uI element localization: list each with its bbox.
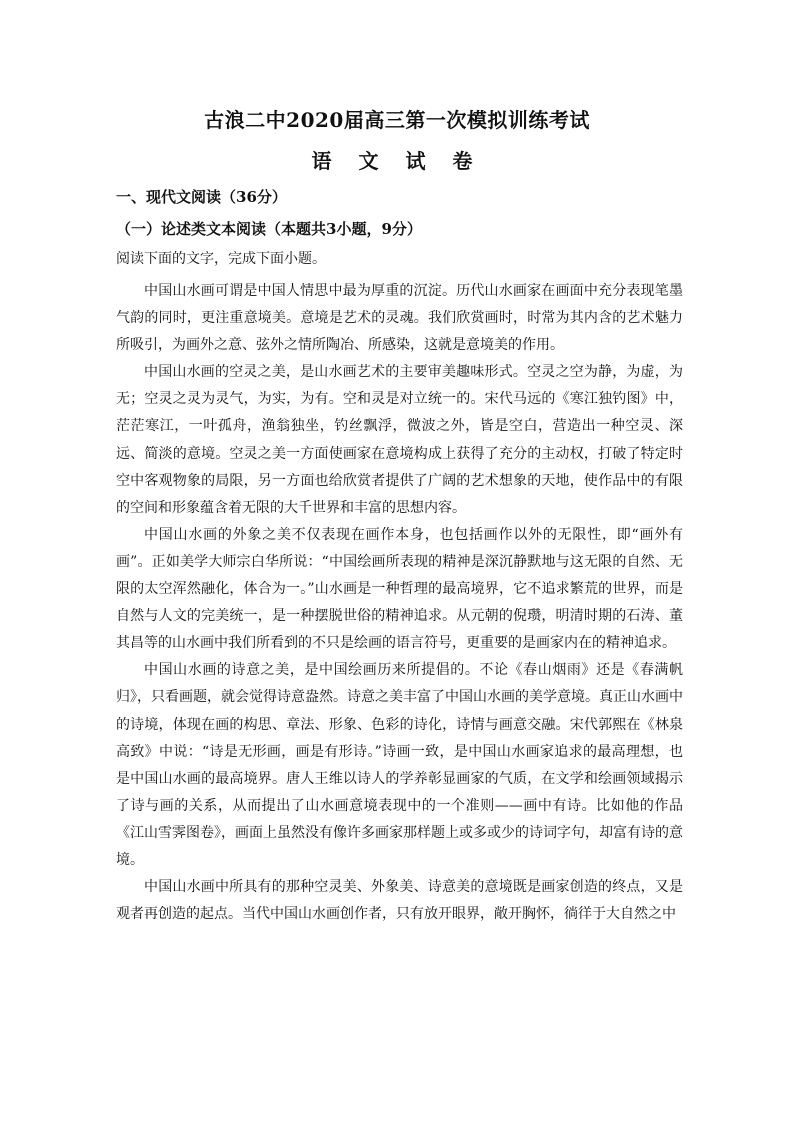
passage-paragraph: 中国山水画可谓是中国人情思中最为厚重的沉淀。历代山水画家在画面中充分表现笔墨气韵的同时，更注重意境美。意境是艺术的灵魂。我们欣赏画时，时常为其内含的艺术魅力所吸引，为画外之意、弦外之情所陶冶、所感染，这就是意境美的作用。 <box>116 283 683 354</box>
exam-subtitle: 语 文 试 卷 <box>311 149 483 173</box>
passage-paragraph: 中国山水画的诗意之美，是中国绘画历来所提倡的。不论《春山烟雨》还是《春满帆归》，只看画题，就会觉得诗意盎然。诗意之美丰富了中国山水画的美学意境。真正山水画中的诗境，体现在画的构思、章法、形象、色彩的诗化，诗情与画意交融。宋代郭熙在《林泉高致》中说：“诗是无形画，画是有形诗。”诗画一致，是中国山水画家追求的最高理想，也是中国山水画的最高境界。唐人王维以诗人的学养彰显画家的气质，在文学和绘画领域揭示了诗与画的关系，从而提出了山水画意境表现中的一个准则——画中有诗。比如他的作品《江山雪霁图卷》，画面上虽然没有像许多画家那样题上或多或少的诗词字句，却富有诗的意境。 <box>116 662 683 868</box>
subsection-heading: （一）论述类文本阅读（本题共3小题，9分） <box>116 220 422 238</box>
passage-paragraph: 中国山水画中所具有的那种空灵美、外象美、诗意美的意境既是画家创造的终点，又是观者再创造的起点。当代中国山水画创作者，只有放开眼界，敞开胸怀，徜徉于大自然之中 <box>116 879 683 923</box>
exam-title: 古浪二中2020届高三第一次模拟训练考试 <box>204 108 590 132</box>
passage-paragraph: 中国山水画的外象之美不仅表现在画作本身，也包括画作以外的无限性，即“画外有画”。正如美学大师宗白华所说：“中国绘画所表现的精神是深沉静默地与这无限的自然、无限的太空浑然融化，体合为一。”山水画是一种哲理的最高境界，它不追求繁荒的世界，而是自然与人文的完美统一，是一种摆脱世俗的精神追求。从元朝的倪瓒，明清时期的石涛、董其昌等的山水画中我们所看到的不只是绘画的语言符号，更重要的是画家内在的精神追求。 <box>116 526 683 652</box>
passage-body <box>116 278 683 928</box>
section-heading: 一、现代文阅读（36分） <box>116 188 287 206</box>
reading-instruction: 阅读下面的文字，完成下面小题。 <box>116 251 326 267</box>
passage-paragraph: 中国山水画的空灵之美，是山水画艺术的主要审美趣味形式。空灵之空为静，为虚，为无；空灵之灵为灵气，为实，为有。空和灵是对立统一的。宋代马远的《寒江独钓图》中，茫茫寒江，一叶孤舟，渔翁独坐，钓丝飘浮，微波之外，皆是空白，营造出一种空灵、深远、简淡的意境。空灵之美一方面使画家在意境构成上获得了充分的主动权，打破了特定时空中客观物象的局限，另一方面也给欣赏者提供了广阔的艺术想象的天地，使作品中的有限的空间和形象蕴含着无限的大千世界和丰富的思想内容。 <box>116 364 683 516</box>
